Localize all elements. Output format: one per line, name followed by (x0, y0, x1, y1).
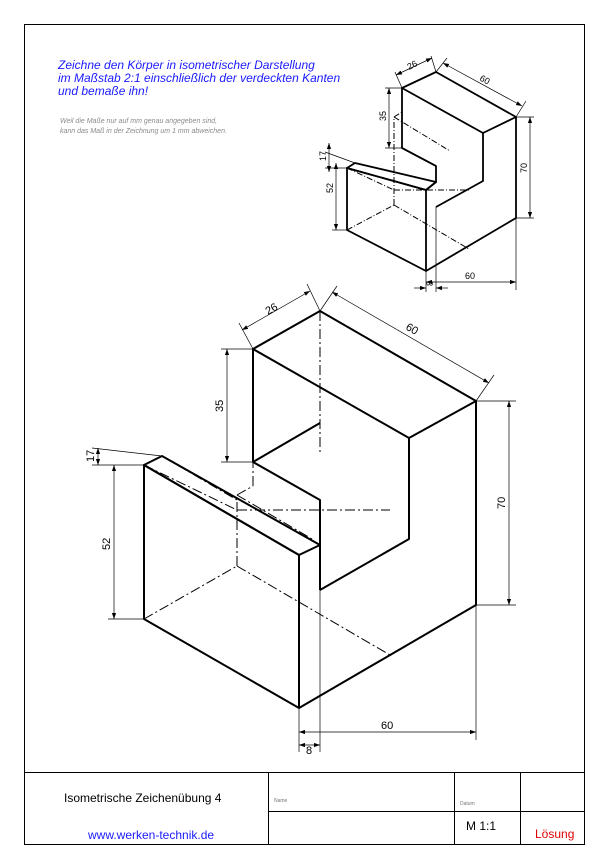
name-field-label: Name (274, 798, 288, 804)
large-dimension-lines (92, 284, 516, 752)
small-dim-60-top: 60 (478, 73, 492, 87)
scale-label: M 1:1 (466, 819, 497, 833)
small-visible-edges (347, 72, 516, 271)
small-isometric-view (318, 56, 534, 292)
small-dim-26: 26 (405, 58, 419, 72)
large-dim-60-top: 60 (403, 321, 421, 338)
title-block (24, 772, 585, 845)
small-dim-52: 52 (325, 182, 335, 193)
exercise-title: Isometrische Zeichenübung 4 (64, 791, 222, 805)
small-dim-17: 17 (318, 150, 328, 161)
small-dim-70: 70 (519, 162, 529, 173)
title-block-divider (268, 773, 269, 845)
large-dim-8: 8 (306, 745, 313, 757)
title-block-divider (454, 773, 455, 845)
large-hidden-edges (144, 311, 476, 655)
note-line-1: Weil die Maße nur auf mm genau angegeben sind, (60, 118, 218, 125)
small-hidden-edges (347, 88, 469, 249)
large-dim-26: 26 (263, 301, 281, 318)
small-dim-35: 35 (378, 110, 388, 121)
note-line-2: kann das Maß in der Zeichnung um 1 mm abweichen. (60, 128, 227, 135)
title-block-divider (268, 811, 585, 812)
small-dim-8: 8 (425, 280, 435, 286)
large-dim-70: 70 (496, 496, 508, 509)
title-block-divider (520, 773, 521, 845)
solution-label: Lösung (535, 827, 575, 841)
large-dim-17: 17 (85, 449, 97, 462)
large-dimension-labels (85, 301, 508, 757)
date-field-label: Datum (460, 801, 475, 807)
website-link[interactable]: www.werken-technik.de (88, 828, 215, 842)
large-dim-35: 35 (214, 399, 226, 412)
task-line-1: Zeichne den Körper in isometrischer Darstellung (58, 58, 315, 72)
large-dim-52: 52 (101, 537, 113, 550)
small-dim-60-bottom: 60 (465, 271, 476, 281)
task-line-3: und bemaße ihn! (58, 84, 149, 98)
large-isometric-view (85, 284, 516, 757)
large-dim-60-bottom: 60 (381, 720, 394, 732)
task-line-2: im Maßstab 2:1 einschließlich der verdeckten Kanten (58, 71, 341, 85)
small-dimension-lines (325, 56, 534, 292)
